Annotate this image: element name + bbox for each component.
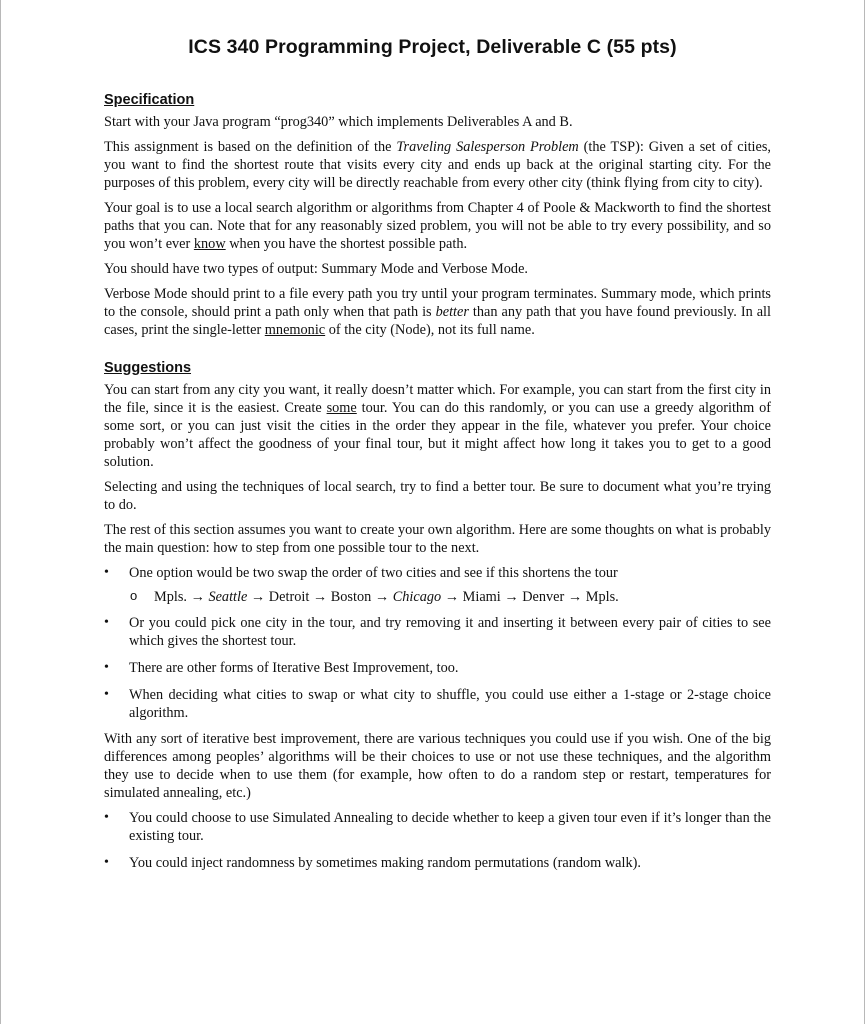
spec-paragraph-4: You should have two types of output: Summary Mode and Verbose Mode. [104, 261, 528, 277]
spec-paragraph-1: Start with your Java program “prog340” which implements Deliverables A and B. [104, 114, 573, 130]
list-item: • When deciding what cities to swap or what city to shuffle, you could use either a 1-stage or 2-stage choice algorithm. [104, 686, 771, 722]
list-item: • You could choose to use Simulated Annealing to decide whether to keep a given tour even if it’s longer than the existing tour. [104, 809, 771, 845]
spec-paragraph-5: Verbose Mode should print to a file every path you try until your program terminates. Summary mode, which prints to the console, should print a path only when that path is better than any path that you have found previously. In all cases, print the single-letter mnemonic of the city (Node), not its full name. [104, 286, 771, 338]
document-body [104, 92, 771, 881]
tour-example-list [129, 588, 771, 606]
suggestions-heading: Suggestions [104, 360, 192, 376]
sugg-paragraph-2: Selecting and using the techniques of local search, try to find a better tour. Be sure to document what you’re trying to do. [104, 479, 771, 513]
spec-paragraph-3: Your goal is to use a local search algorithm or algorithms from Chapter 4 of Poole & Mackworth to find the shortest paths that you can. Note that for any reasonably sized problem, you will not be able to try every possibility, and so you won’t ever know when you have the shortest possible path. [104, 200, 771, 252]
sugg-paragraph-1: You can start from any city you want, it really doesn’t matter which. For example, you can start from the first city in the file, since it is the easiest. Create some tour. You can do this randomly, or you can use a greedy algorithm of some sort, or you can just visit the cities in the order they appear in the file, whatever you prefer. Your choice probably won’t affect the goodness of your final tour, but it might affect how long it takes you to get to a good solution. [104, 382, 771, 470]
spec-paragraph-2: This assignment is based on the definition of the Traveling Salesperson Problem (the TSP): Given a set of cities, you want to find the shortest route that visits every city and ends up back at the original starting city. For the purposes of this problem, every city will be directly reachable from every other city (think flying from city to city). [104, 139, 771, 191]
know-emphasis: know [193, 236, 226, 252]
better-emphasis: better [435, 304, 469, 320]
step-options-list [104, 564, 771, 582]
list-item: • There are other forms of Iterative Best Improvement, too. [104, 659, 771, 677]
technique-list [104, 809, 771, 872]
list-item: • Or you could pick one city in the tour, and try removing it and inserting it between every pair of cities to see which gives the shortest tour. [104, 614, 771, 650]
more-options-list [104, 614, 771, 722]
document-title: ICS 340 Programming Project, Deliverable C (55 pts) [188, 36, 677, 58]
sugg-paragraph-3: The rest of this section assumes you want to create your own algorithm. Here are some thoughts on what is probably the main question: how to step from one possible tour to the next. [104, 522, 771, 556]
tsp-term: Traveling Salesperson Problem [396, 139, 579, 155]
specification-heading: Specification [104, 92, 195, 108]
sugg-paragraph-4: With any sort of iterative best improvement, there are various techniques you could use if you wish. One of the big differences among peoples’ algorithms will be their choices to use or not use these techniques, and the algorithm they use to decide when to use them (for example, how often to do a random step or restart, temperatures for simulated annealing, etc.) [104, 731, 771, 801]
mnemonic-emphasis: mnemonic [264, 322, 326, 338]
some-emphasis: some [326, 400, 357, 416]
tour-example: o Mpls. → Seattle → Detroit → Boston → Chicago → Miami → Denver → Mpls. [129, 588, 771, 606]
list-item: • You could inject randomness by sometimes making random permutations (random walk). [104, 854, 771, 872]
list-item: • One option would be two swap the order of two cities and see if this shortens the tour [104, 564, 771, 582]
